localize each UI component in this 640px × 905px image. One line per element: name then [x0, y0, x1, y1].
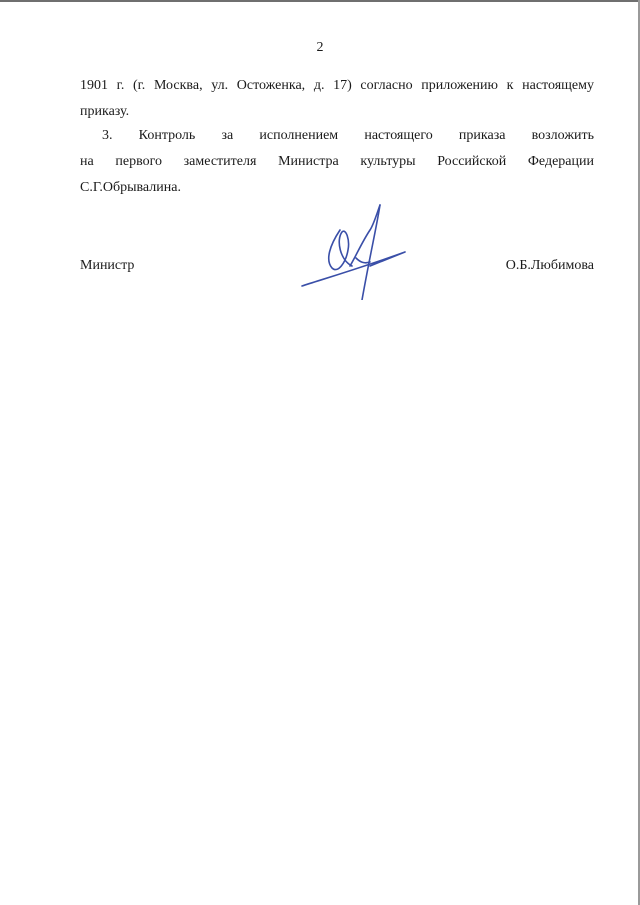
- handwritten-signature: [300, 200, 410, 300]
- page-number: 2: [316, 40, 324, 55]
- scan-edge-top: [0, 0, 640, 2]
- paragraph-3-line-1: 3. Контроль за исполнением настоящего приказа возложить: [102, 128, 594, 143]
- signatory-title: Министр: [80, 258, 135, 273]
- paragraph-1-line-1: 1901 г. (г. Москва, ул. Остоженка, д. 17) согласно приложению к настоящему: [80, 78, 594, 93]
- paragraph-item-3: [80, 123, 594, 201]
- paragraph-3-line-3: С.Г.Обрывалина.: [80, 180, 181, 195]
- signatory-name: О.Б.Любимова: [505, 258, 594, 273]
- paragraph-1-line-2: приказу.: [80, 104, 130, 119]
- paragraph-3-line-2: на первого заместителя Министра культуры Российской Федерации: [80, 154, 594, 169]
- paragraph-continuation: [80, 73, 594, 125]
